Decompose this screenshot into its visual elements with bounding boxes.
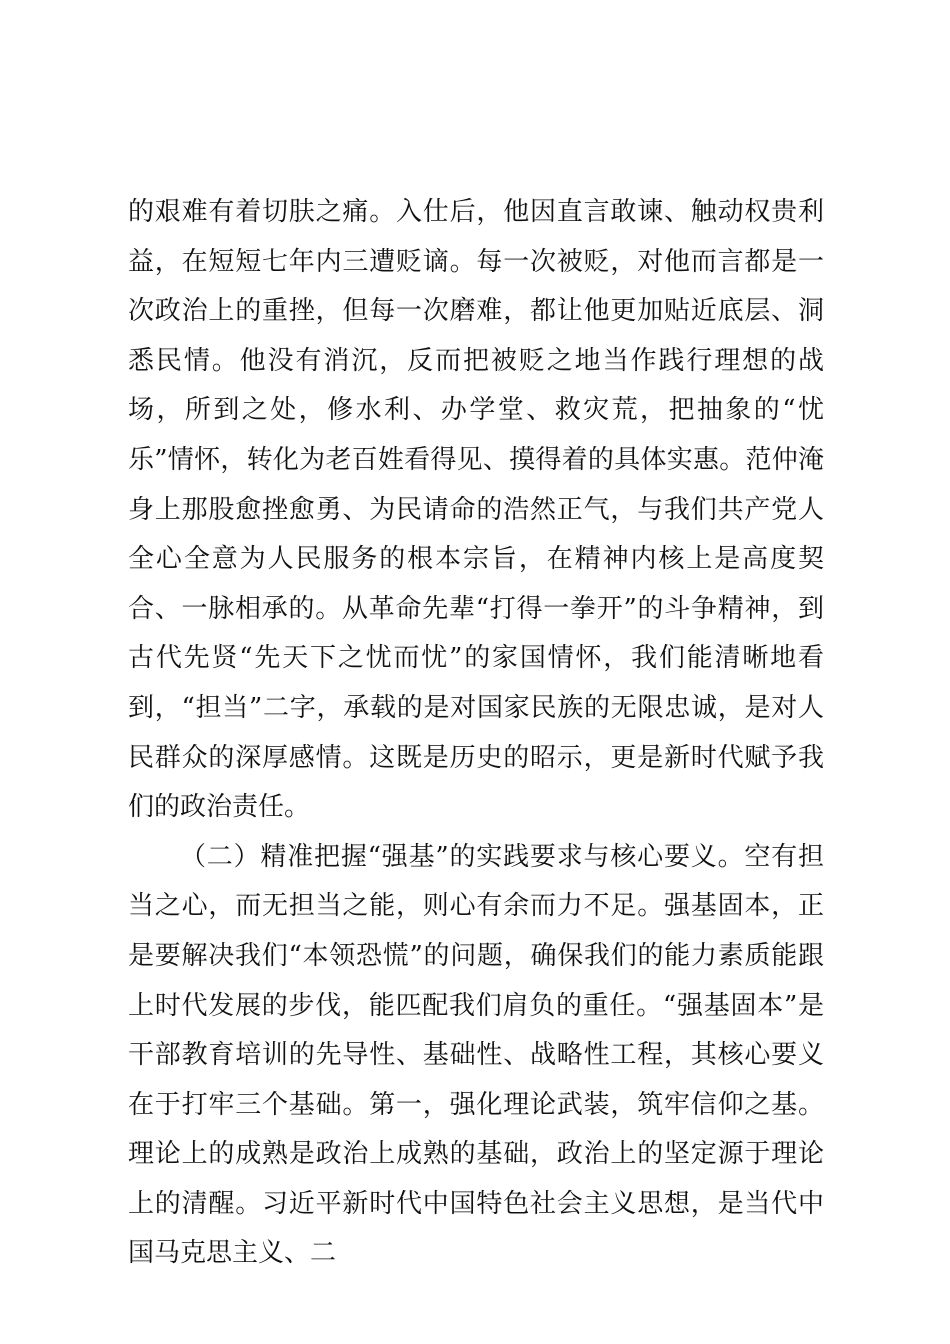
paragraph-continuation: 的艰难有着切肤之痛。入仕后，他因直言敢谏、触动权贵利益，在短短七年内三遭贬谪。每一次被贬，对他而言都是一次政治上的重挫，但每一次磨难，都让他更加贴近底层、洞悉民情。他没有消沉，反而把被贬之地当作践行理想的战场，所到之处，修水利、办学堂、救灾荒，把抽象的“忧乐”情怀，转化为老百姓看得见、摸得着的具体实惠。范仲淹身上那股愈挫愈勇、为民请命的浩然正气，与我们共产党人全心全意为人民服务的根本宗旨，在精神内核上是高度契合、一脉相承的。从革命先辈“打得一拳开”的斗争精神，到古代先贤“先天下之忧而忧”的家国情怀，我们能清晰地看到，“担当”二字，承载的是对国家民族的无限忠诚，是对人民群众的深厚感情。这既是历史的昭示，更是新时代赋予我们的政治责任。: [128, 197, 824, 823]
document-body: [128, 188, 824, 1279]
paragraph-section-two: （二）精准把握“强基”的实践要求与核心要义。空有担当之心，而无担当之能，则心有余而力不足。强基固本，正是要解决我们“本领恐慌”的问题，确保我们的能力素质能跟上时代发展的步伐，能匹配我们肩负的重任。“强基固本”是干部教育培训的先导性、基础性、战略性工程，其核心要义在于打牢三个基础。第一，强化理论武装，筑牢信仰之基。理论上的成熟是政治上成熟的基础，政治上的坚定源于理论上的清醒。习近平新时代中国特色社会主义思想，是当代中国马克思主义、二: [128, 841, 824, 1269]
